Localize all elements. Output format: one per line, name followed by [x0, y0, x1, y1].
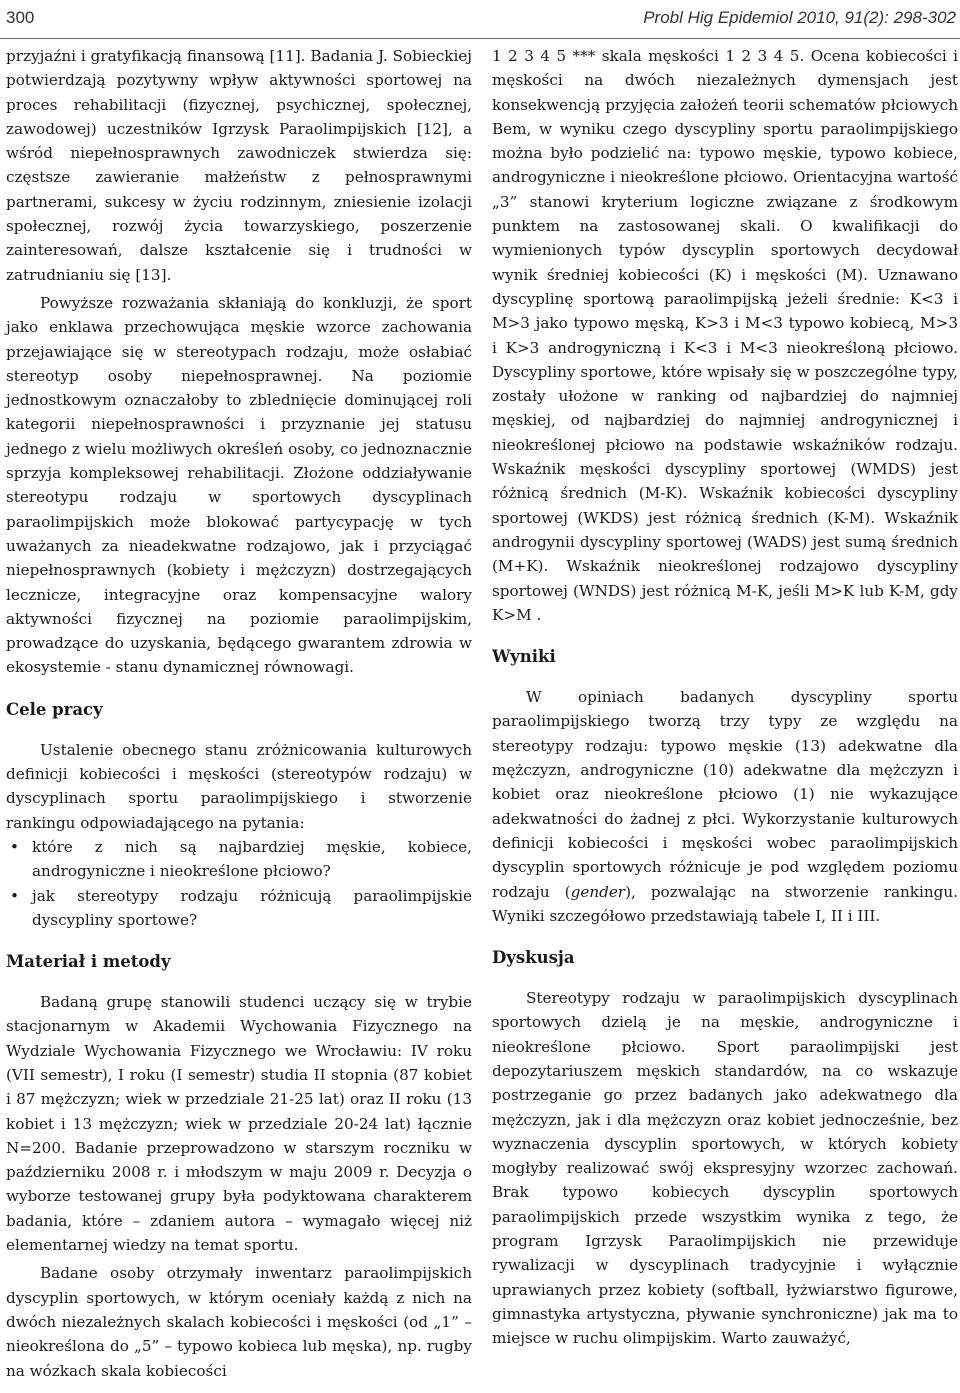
paragraph: Stereotypy rodzaju w paraolimpijskich dyscyplinach sportowych dzielą je na męskie, androgyniczne i nieokreślone płciowo. Sport paraolimpijski jest depozytariuszem męskich standardów, na co wskazuje postrzeganie go przez badanych jako adekwatnego dla mężczyzn, jak i dla mężczyzn oraz kobiet jednocześnie, bez wyznaczenia dyscyplin sportowych, w których kobiety mogłyby realizować swój ekspresyjny wzorzec zachowań. Brak typowo kobiecych dyscyplin sportowych paraolimpijskich przede wszystkim wynika z tego, że program Igrzysk Paraolimpijskich nie przewiduje rywalizacji w dyscyplinach tradycyjnie i wyłącznie uprawianych przez kobiety (softball, łyżwiarstwo figurowe, gimnastyka artystyczna, pływanie synchroniczne) jak ma to miejsce w ruchu olimpijskim. Warto zauważyć,	[492, 989, 958, 1348]
text-run: ), pozwalając na stworzenie rankingu. Wyniki szczegółowo przedstawiają tabele I, II i III.	[492, 882, 958, 925]
paragraph	[492, 685, 958, 928]
paragraph: Ustalenie obecnego stanu zróżnicowania kulturowych definicji kobiecości i męskości (stereotypów rodzaju) w dyscyplinach sportu paraolimpijskiego i stworzenie rankingu odpowiadającego na pytania:	[6, 740, 472, 832]
page-header	[0, 0, 960, 36]
right-column	[492, 44, 958, 1351]
paragraph: Powyższe rozważania skłaniają do konkluzji, że sport jako enklawa przechowująca męskie wzorce zachowania przejawiające się w stereotypach rodzaju, może osłabiać stereotyp osoby niepełnosprawnej. Na poziomie jednostkowym oznaczałoby to zblednięcie dominującej roli kategorii niepełnosprawności i przyznanie jej statusu jednego z wielu możliwych określeń osoby, co jednoznacznie sprzyja kompleksowej rehabilitacji. Złożone oddziaływanie stereotypu rodzaju w sportowych dyscyplinach paraolimpijskich może blokować partycypację w tych uważanych za nieadekwatne rodzajowo, jak i przyciągać niepełnosprawnych (kobiety i mężczyzn) dostrzegających lecznicze, integracyjne oraz kompensacyjne walory aktywności fizycznej na poziomie paraolimpijskim, prowadzące do uzyskania, będącego gwarantem zdrowia w ekosystemie - stanu dynamicznej równowagi.	[6, 293, 472, 677]
bullet-icon: •	[10, 837, 19, 856]
section-heading-material: Materiał i metody	[6, 952, 171, 972]
paragraph: przyjaźni i gratyfikacją finansową [11]. Badania J. Sobieckiej potwierdzają pozytywny wpływ aktywności sportowej na proces rehabilitacji (fizycznej, psychicznej, społecznej, zawodowej) uczestników Igrzysk Paraolimpijskich [12], a wśród niepełnosprawnych zawodniczek stwierdza się: częstsze zawieranie małżeństw z pełnosprawnymi partnerami, sukcesy w życiu rodzinnym, zniesienie izolacji społecznej, rozwój życia towarzyskiego, poszerzenie zainteresowań, dalsze kształcenie się i trudności w zatrudnianiu się [13].	[6, 47, 472, 284]
text-run: W opiniach badanych dyscypliny sportu paraolimpijskiego tworzą trzy typy ze względu na stereotypy rodzaju: typowo męskie (13) adekwatne dla mężczyzn, androgyniczne (10) adekwatne dla mężczyzn i kobiet oraz nieokreślone płciowo (1) nie wykazujące adekwatności do żadnej z płci. Wykorzystanie kulturowych definicji kobiecości i męskości wobec paraolimpijskich dyscyplin sportowych różnicuje je pod względem poziomu rodzaju (	[492, 688, 958, 901]
header-rule	[0, 38, 960, 39]
journal-citation: Probl Hig Epidemiol 2010, 91(2): 298-302	[643, 8, 956, 27]
list-item-text: jak stereotypy rodzaju różnicują paraolimpijskie dyscypliny sportowe?	[32, 886, 472, 929]
list-item	[6, 835, 472, 884]
paragraph: Badaną grupę stanowili studenci uczący się w trybie stacjonarnym w Akademii Wychowania Fizycznego na Wydziale Wychowania Fizycznego we Wrocławiu: IV roku (VII semestr), I roku (I semestr) studia II stopnia (87 kobiet i 87 mężczyzn; wiek w przedziale 21-25 lat) oraz II roku (13 kobiet i 13 mężczyzn; wiek w przedziale 20-24 lat) łącznie N=200. Badanie przeprowadzono w starszym roczniku w październiku 2008 r. i młodszym w maju 2009 r. Decyzja o wyborze testowanej grupy była podyktowana charakterem badania, które – zdaniem autora – wymagało więcej niż elementarnej wiedzy na temat sportu.	[6, 993, 472, 1255]
left-column	[6, 44, 472, 1383]
page-number: 300	[6, 8, 35, 27]
bullet-icon: •	[10, 886, 19, 905]
paragraph: Badane osoby otrzymały inwentarz paraolimpijskich dyscyplin sportowych, w którym oceniały każdą z nich na dwóch niezależnych skalach kobiecości i męskości (od „1” – nieokreślona do „5” – typowo kobieca lub męska), np. rugby na wózkach skala kobiecości	[6, 1264, 472, 1380]
paragraph: 1 2 3 4 5 *** skala męskości 1 2 3 4 5. Ocena kobiecości i męskości na dwóch niezależnych dymensjach jest konsekwencją przyjęcia założeń teorii schematów płciowych Bem, w wyniku czego dyscypliny sportu paraolimpijskiego można było podzielić na: typowo męskie, typowo kobiece, androgyniczne i nieokreślone płciowo. Orientacyjna wartość „3” stanowi kryterium logiczne związane z środkowym punktem na zastosowanej skali. O kwalifikacji do wymienionych typów dyscyplin sportowych decydował wynik średniej kobiecości (K) i męskości (M). Uznawano dyscyplinę sportową paraolimpijską jeżeli średnie: K<3 i M>3 jako typowo męską, K>3 i M<3 typowo kobiecą, M>3 i K>3 androgyniczną i K<3 i M<3 nieokreśloną płciowo. Dyscypliny sportowe, które wpisały się w poszczególne typy, zostały ułożone w ranking od najbardziej do najmniej męskiej, od najbardziej do najmniej androgynicznej i nieokreślonej płciowo na podstawie wskaźników rodzaju. Wskaźnik męskości dyscypliny sportowej (WMDS) jest różnicą średnich (M-K). Wskaźnik kobiecości dyscypliny sportowej (WKDS) jest różnicą średnich (K-M). Wskaźnik androgynii dyscypliny sportowej (WADS) jest sumą średnich (M+K). Wskaźnik nieokreślonej rodzajowo dyscypliny sportowej (WNDS) jest różnicą M-K, jeśli M>K lub K-M, gdy K>M .	[492, 47, 958, 624]
section-heading-wyniki: Wyniki	[492, 647, 556, 667]
emphasis-text: gender	[570, 882, 626, 901]
section-heading-cele: Cele pracy	[6, 699, 103, 719]
section-heading-dyskusja: Dyskusja	[492, 948, 575, 968]
list-item-text: które z nich są najbardziej męskie, kobiece, androgyniczne i nieokreślone płciowo?	[32, 837, 472, 881]
question-list	[6, 835, 472, 932]
list-item	[6, 884, 472, 933]
